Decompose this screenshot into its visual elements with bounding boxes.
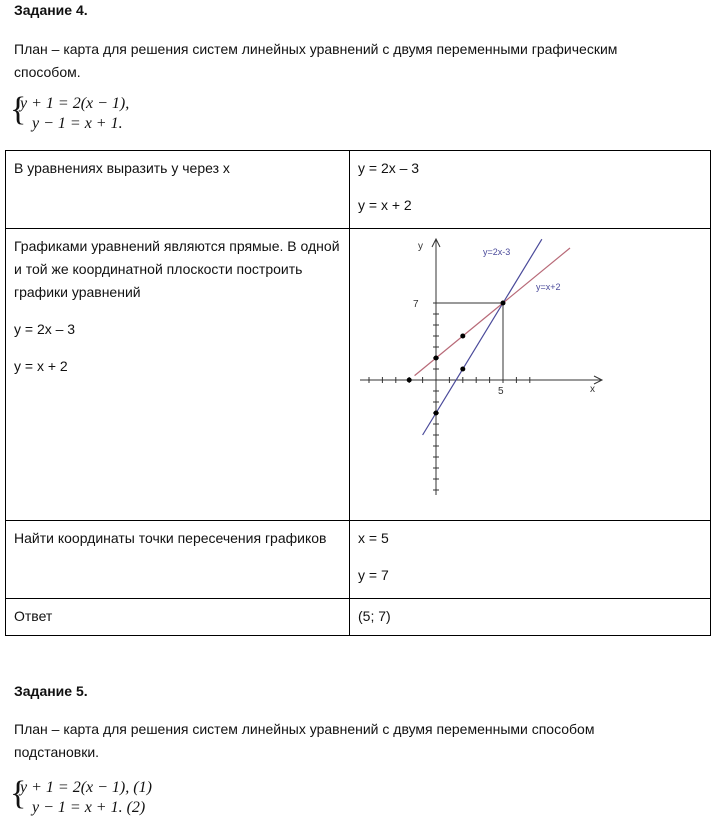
y-axis-label: y [418,241,423,252]
brace-icon: { [10,91,27,128]
cell: (5; 7) [350,599,711,636]
x-axis-label: x [590,384,595,395]
series-line [423,239,542,435]
cell: Ответ [6,599,350,636]
cell: Найти координаты точки пересечения графиков [6,521,350,599]
cell [350,521,711,599]
expr: x = 5 [358,530,389,546]
task5-intro: План – карта для решения систем линейных уравнений с двумя переменными способом подстановки. [14,721,595,760]
text: Графиками уравнений являются прямые. В одной и той же координатной плоскости построить графики уравнений [14,238,340,300]
expr: y = 2x – 3 [358,160,420,176]
series-label: y=2x-3 [483,247,511,257]
equation-2: y − 1 = x + 1. [32,115,123,132]
cell: В уравнениях выразить у через х [6,151,350,229]
data-point [434,411,439,416]
expr: y = x + 2 [358,197,412,213]
task5-title: Задание 5. [14,683,88,699]
brace-icon: { [10,775,27,812]
cell [350,151,711,229]
y-tick-label: 7 [413,299,419,310]
graph [350,229,710,519]
data-point [460,334,465,339]
table-row [6,229,711,521]
table-row [6,521,711,599]
equation-1: y + 1 = 2(x − 1), [20,95,130,112]
expr: y = x + 2 [14,358,68,374]
data-point [434,356,439,361]
cell [6,229,350,521]
plan-table [5,150,711,636]
data-point [460,367,465,372]
expr: y = 2x – 3 [14,321,76,337]
expr: y = 7 [358,567,389,583]
graph-cell [350,229,711,521]
equation-2: y − 1 = x + 1. (2) [32,799,146,816]
table-row [6,599,711,636]
table-row [6,151,711,229]
data-point [501,301,506,306]
equation-1: y + 1 = 2(x − 1), (1) [20,779,152,796]
x-tick-label: 5 [498,386,504,397]
series-label: y=x+2 [536,282,561,292]
task4-title: Задание 4. [14,2,88,18]
task4-intro: План – карта для решения систем линейных уравнений с двумя переменными графическим способом. [14,41,618,80]
data-point [407,378,412,383]
